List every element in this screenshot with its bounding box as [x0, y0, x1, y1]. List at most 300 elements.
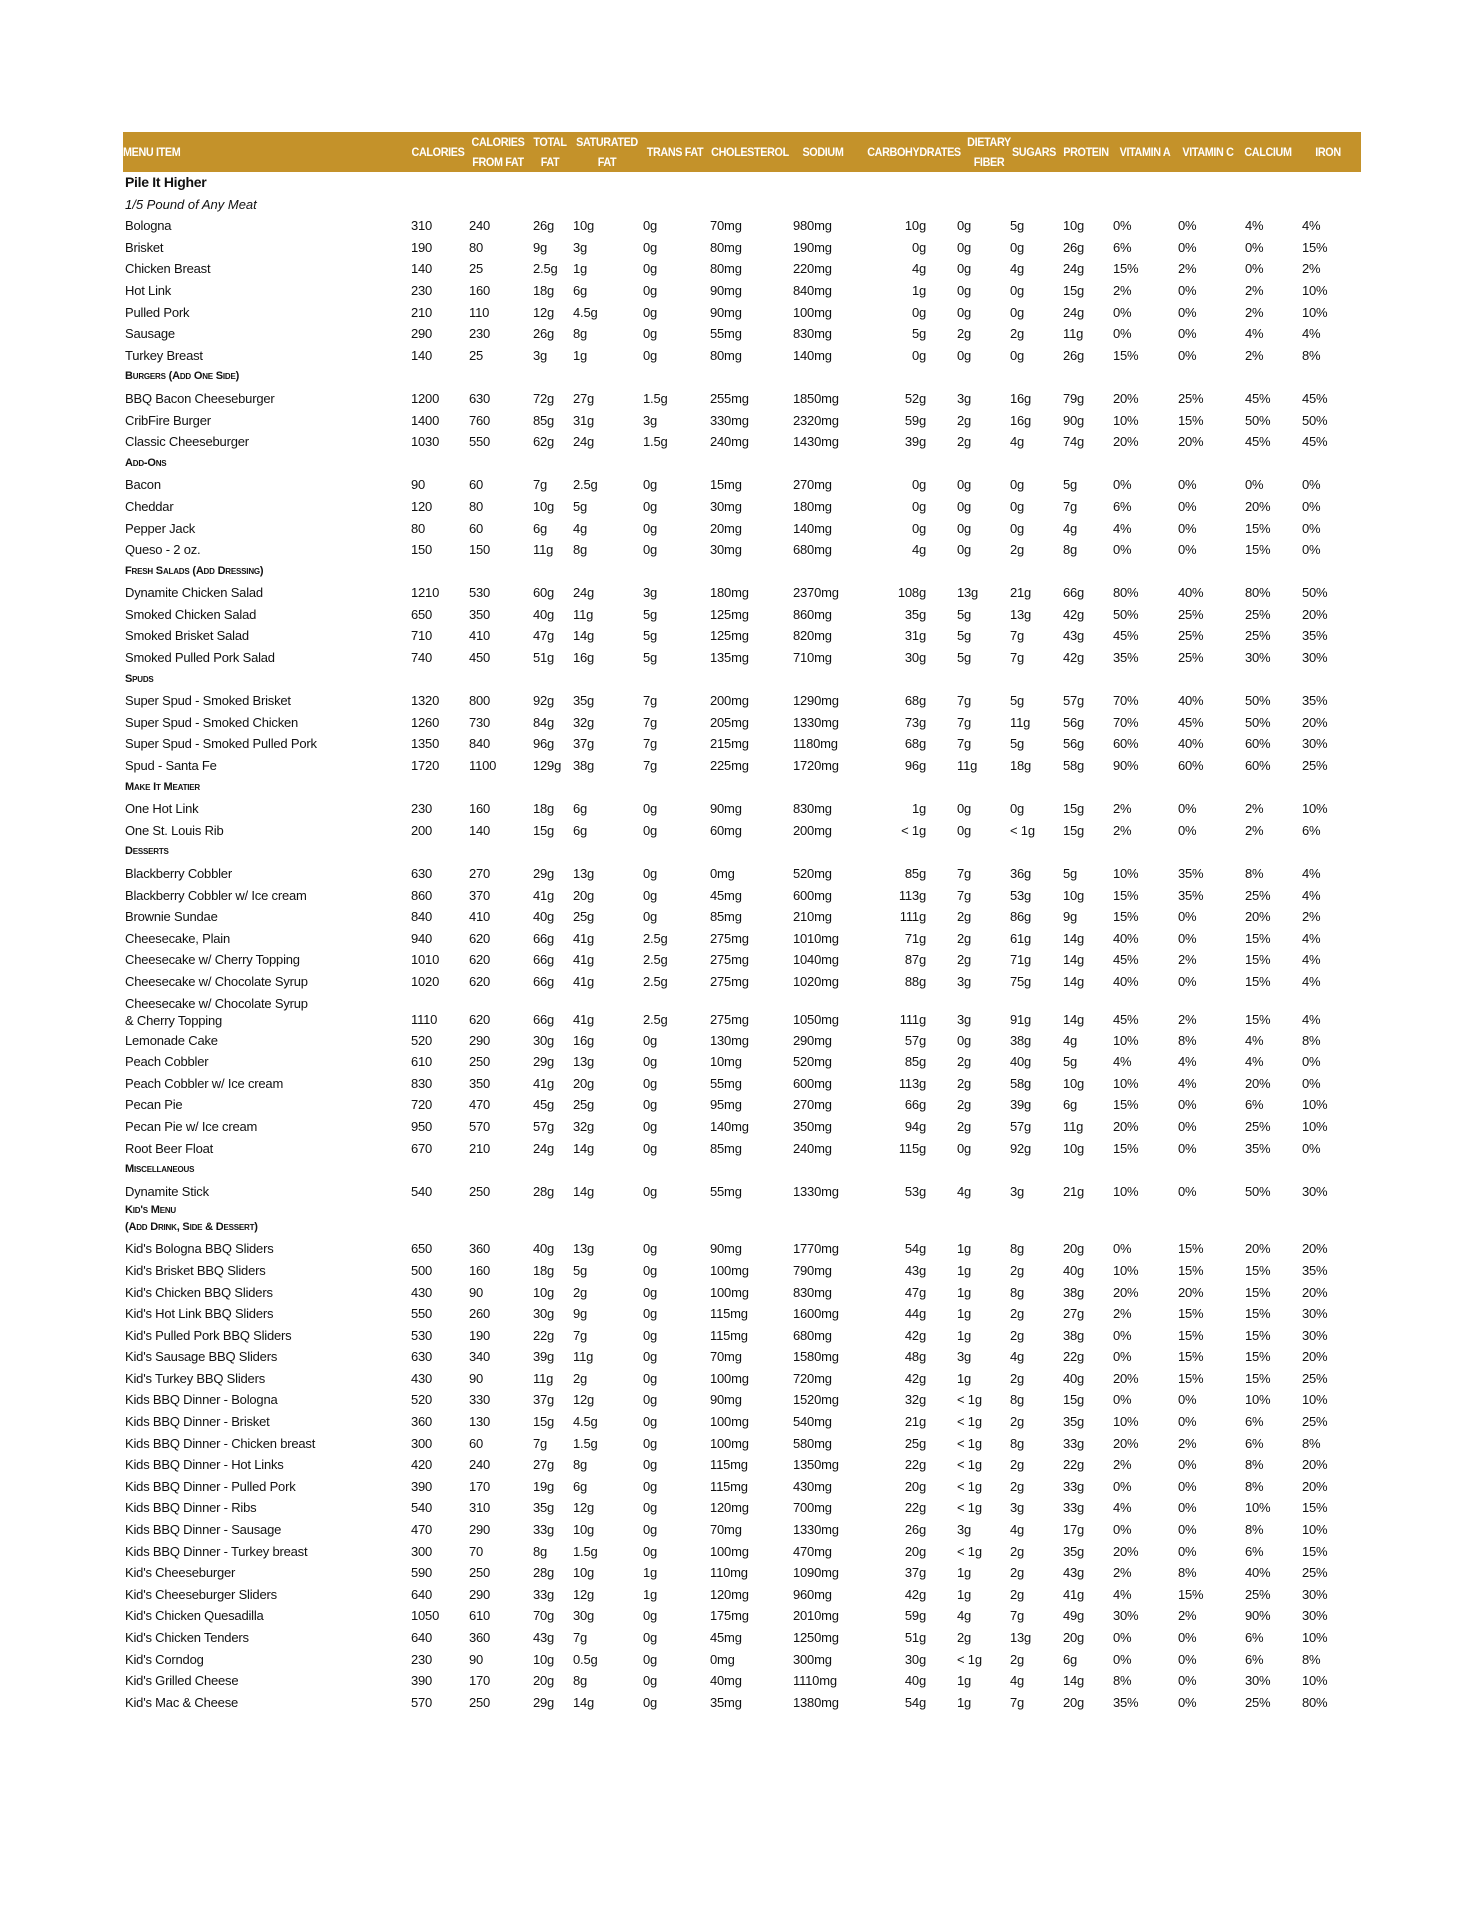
column-header: TOTAL FAT [533, 135, 567, 169]
nutrition-value: 4g [1010, 1349, 1025, 1365]
nutrition-value: 370 [469, 887, 491, 903]
nutrition-value: 7g [573, 1630, 588, 1645]
nutrition-value: 90 [411, 477, 426, 493]
nutrition-value: 260 [469, 1306, 491, 1322]
nutrition-value: 4g [1063, 520, 1078, 536]
nutrition-value: 4% [1113, 520, 1132, 536]
nutrition-value: 15% [1113, 347, 1139, 363]
nutrition-value: 8g [573, 1457, 588, 1473]
nutrition-value: 35mg [710, 1694, 742, 1710]
table-row [123, 258, 1361, 280]
nutrition-value: 29g [533, 866, 555, 881]
nutrition-value: 0g [957, 1140, 972, 1156]
nutrition-value: 1850mg [793, 390, 839, 406]
nutrition-value: 8% [1302, 1032, 1321, 1048]
nutrition-value: 115mg [710, 1478, 748, 1494]
nutrition-value: 25% [1178, 628, 1204, 644]
nutrition-value: 570 [469, 1118, 491, 1134]
nutrition-value: 100mg [710, 1414, 749, 1430]
nutrition-value: 43g [904, 1262, 926, 1278]
nutrition-value: 27g [533, 1457, 555, 1473]
table-row [123, 1649, 1361, 1671]
nutrition-value: 30% [1302, 1586, 1328, 1602]
nutrition-value: 4% [1178, 1075, 1197, 1091]
nutrition-value: 150 [411, 542, 433, 558]
nutrition-value: 1g [957, 1694, 972, 1710]
nutrition-value: 57g [1063, 693, 1085, 709]
nutrition-value: 8g [573, 326, 588, 342]
column-header: CALORIES [411, 145, 465, 159]
nutrition-value: 5g [911, 326, 926, 342]
menu-item-name: Kid's Pulled Pork BBQ Sliders [125, 1327, 292, 1343]
nutrition-value: < 1g [1010, 822, 1035, 838]
nutrition-value: 4g [1010, 1522, 1025, 1538]
nutrition-value: 33g [533, 1522, 555, 1538]
nutrition-value: 1g [573, 347, 588, 363]
nutrition-value: 2g [1010, 1327, 1025, 1343]
nutrition-value: 28g [533, 1183, 555, 1199]
nutrition-value: 6g [1063, 1097, 1078, 1113]
table-row [123, 1433, 1361, 1455]
nutrition-value: 56g [1063, 714, 1085, 730]
table-row [123, 1497, 1361, 1519]
nutrition-value: 17g [1063, 1522, 1085, 1538]
nutrition-value: 2% [1113, 1306, 1132, 1322]
nutrition-value: 470mg [793, 1543, 832, 1559]
menu-item-name: Pecan Pie [125, 1097, 183, 1113]
menu-item-name: Kid's Bologna BBQ Sliders [125, 1241, 274, 1257]
table-row [123, 755, 1361, 777]
nutrition-value: 500 [411, 1262, 433, 1278]
nutrition-value: 50% [1245, 412, 1271, 428]
table-row [123, 215, 1361, 237]
nutrition-value: 45% [1113, 1011, 1139, 1027]
nutrition-value: 620 [469, 1011, 491, 1027]
nutrition-value: 40g [533, 606, 555, 622]
nutrition-value: 0g [957, 801, 972, 817]
nutrition-value: 110 [469, 304, 490, 320]
nutrition-value: 51g [533, 650, 555, 666]
nutrition-value: 4g [1010, 434, 1025, 450]
nutrition-value: 80 [411, 520, 426, 536]
nutrition-value: 70mg [710, 1522, 742, 1538]
nutrition-value: 0g [643, 1392, 658, 1408]
menu-item-name: Super Spud - Smoked Brisket [125, 693, 291, 709]
nutrition-value: < 1g [957, 1392, 982, 1408]
nutrition-value: 40g [533, 909, 555, 925]
nutrition-value: 1180mg [793, 736, 838, 752]
nutrition-value: 8% [1178, 1565, 1197, 1581]
nutrition-value: 550 [469, 434, 491, 450]
nutrition-value: 15% [1245, 973, 1271, 989]
nutrition-value: 0g [643, 239, 658, 255]
nutrition-value: 110mg [710, 1565, 748, 1581]
nutrition-value: 66g [533, 952, 555, 968]
nutrition-value: 0% [1302, 1140, 1321, 1156]
nutrition-value: 15% [1178, 1241, 1204, 1257]
nutrition-value: 0g [1010, 347, 1025, 363]
nutrition-value: 70mg [710, 218, 742, 234]
nutrition-value: 20g [573, 1075, 595, 1091]
nutrition-value: 680mg [793, 542, 832, 558]
nutrition-value: 20% [1113, 1435, 1139, 1451]
nutrition-value: 5g [643, 628, 658, 644]
nutrition-value: 1040mg [793, 952, 839, 968]
nutrition-value: 5g [957, 606, 972, 622]
nutrition-value: 50% [1245, 693, 1271, 709]
nutrition-value: 10% [1302, 1097, 1328, 1113]
nutrition-value: 115mg [710, 1457, 748, 1473]
nutrition-value: 68g [904, 693, 926, 709]
nutrition-value: 7g [1010, 650, 1025, 666]
nutrition-value: 20% [1113, 390, 1139, 406]
nutrition-value: 2% [1113, 801, 1132, 817]
nutrition-value: 12g [573, 1586, 595, 1602]
nutrition-value: 0g [1010, 304, 1025, 320]
nutrition-value: 0g [643, 1543, 658, 1559]
nutrition-value: 30% [1302, 1183, 1328, 1199]
menu-item-name: Cheesecake w/ Chocolate Syrup [125, 973, 308, 989]
nutrition-value: 1580mg [793, 1349, 839, 1365]
nutrition-value: 0g [643, 1349, 658, 1365]
menu-item-name: Classic Cheeseburger [125, 434, 249, 450]
nutrition-value: 25 [469, 261, 484, 277]
section-subtitle [123, 194, 1361, 216]
nutrition-value: 11g [1063, 326, 1084, 342]
heading-text: Make It Meatier [125, 780, 201, 793]
nutrition-value: 4% [1302, 866, 1321, 881]
nutrition-value: < 1g [901, 822, 926, 838]
column-header: SODIUM [802, 145, 844, 159]
nutrition-value: 2.5g [573, 477, 598, 493]
nutrition-value: 20% [1113, 434, 1139, 450]
nutrition-value: 90mg [710, 282, 742, 298]
nutrition-value: 0g [643, 1183, 658, 1199]
nutrition-value: 610 [469, 1608, 491, 1624]
nutrition-value: 14g [573, 628, 595, 644]
nutrition-value: 2g [1010, 542, 1025, 558]
nutrition-value: 2g [957, 930, 972, 946]
nutrition-value: 88g [904, 973, 926, 989]
menu-item-name: Smoked Chicken Salad [125, 606, 257, 622]
table-row [123, 820, 1361, 842]
nutrition-value: 1380mg [793, 1694, 839, 1710]
nutrition-value: 570 [411, 1694, 433, 1710]
nutrition-value: 15% [1245, 1349, 1271, 1365]
menu-item-name: Smoked Brisket Salad [125, 628, 249, 644]
nutrition-value: 630 [411, 1349, 433, 1365]
nutrition-value: 1010 [411, 952, 440, 968]
nutrition-value: 11g [573, 1349, 594, 1365]
nutrition-value: 10% [1113, 1075, 1139, 1091]
nutrition-value: 0% [1178, 1457, 1197, 1473]
nutrition-value: 1g [957, 1241, 972, 1257]
nutrition-value: 1g [957, 1327, 972, 1343]
nutrition-value: 0% [1113, 326, 1132, 342]
nutrition-value: 140 [411, 347, 433, 363]
menu-item-name: Smoked Pulled Pork Salad [125, 650, 275, 666]
nutrition-value: 25% [1302, 1565, 1328, 1581]
nutrition-value: 5g [957, 650, 972, 666]
nutrition-value: 0g [643, 1118, 658, 1134]
nutrition-value: 22g [1063, 1349, 1085, 1365]
nutrition-value: 7g [643, 736, 658, 752]
nutrition-value: 0g [957, 498, 972, 514]
nutrition-value: 11g [573, 606, 594, 622]
nutrition-value: 8g [533, 1543, 548, 1559]
nutrition-value: 290 [469, 1522, 491, 1538]
nutrition-value: 11g [533, 542, 554, 558]
nutrition-value: 13g [573, 1241, 595, 1257]
nutrition-value: 100mg [710, 1370, 749, 1386]
nutrition-value: 740 [411, 650, 433, 666]
nutrition-value: 29g [533, 1054, 555, 1070]
nutrition-value: 90mg [710, 1241, 742, 1257]
nutrition-value: 57g [904, 1032, 926, 1048]
table-row [123, 949, 1361, 971]
nutrition-value: 20% [1302, 1349, 1328, 1365]
nutrition-value: 170 [469, 1478, 491, 1494]
nutrition-value: 1320 [411, 693, 440, 709]
nutrition-value: 520mg [793, 866, 832, 881]
nutrition-value: 32g [904, 1392, 926, 1408]
nutrition-value: 60% [1245, 758, 1271, 774]
nutrition-value: 140 [411, 261, 433, 277]
nutrition-value: 45% [1113, 628, 1139, 644]
nutrition-value: 40% [1178, 693, 1204, 709]
nutrition-value: 0g [643, 261, 658, 277]
nutrition-value: 1050mg [793, 1011, 839, 1027]
nutrition-value: 8g [1063, 542, 1078, 558]
nutrition-value: 360 [469, 1241, 491, 1257]
nutrition-value: 6% [1113, 498, 1132, 514]
nutrition-value: 35g [904, 606, 926, 622]
nutrition-value: 48g [904, 1349, 926, 1365]
nutrition-value: 10% [1113, 1414, 1139, 1430]
nutrition-value: 0% [1113, 1349, 1132, 1365]
nutrition-value: 53g [904, 1183, 926, 1199]
nutrition-value: 0.5g [573, 1651, 598, 1667]
nutrition-value: 39g [1010, 1097, 1032, 1113]
nutrition-value: 25% [1302, 1414, 1328, 1430]
nutrition-value: 250 [469, 1565, 491, 1581]
nutrition-value: 650 [411, 1241, 433, 1257]
nutrition-value: 45mg [710, 887, 742, 903]
nutrition-value: 62g [533, 434, 555, 450]
nutrition-value: 0g [643, 542, 658, 558]
nutrition-value: 0g [643, 1075, 658, 1091]
nutrition-value: 20% [1302, 1284, 1328, 1300]
nutrition-value: 0g [643, 822, 658, 838]
nutrition-value: 0% [1178, 542, 1197, 558]
nutrition-value: 670 [411, 1140, 433, 1156]
nutrition-value: 80% [1113, 585, 1139, 601]
nutrition-value: 51g [904, 1630, 926, 1645]
nutrition-value: 7g [643, 758, 658, 774]
nutrition-value: 10% [1245, 1392, 1271, 1408]
nutrition-value: 0% [1113, 477, 1132, 493]
nutrition-value: 580mg [793, 1435, 832, 1451]
nutrition-value: 2370mg [793, 585, 839, 601]
nutrition-value: 2.5g [643, 930, 668, 946]
nutrition-value: 0% [1245, 261, 1264, 277]
nutrition-value: 22g [533, 1327, 555, 1343]
column-header: CHOLESTEROL [711, 145, 789, 159]
nutrition-value: 70% [1113, 693, 1139, 709]
nutrition-value: 15% [1245, 542, 1271, 558]
nutrition-value: 4g [573, 520, 588, 536]
table-row [123, 1562, 1361, 1584]
nutrition-value: 26g [533, 218, 555, 234]
nutrition-value: 7g [1063, 498, 1078, 514]
nutrition-value: 2% [1245, 304, 1264, 320]
nutrition-value: 10% [1302, 1630, 1328, 1645]
nutrition-value: 0% [1178, 282, 1197, 298]
nutrition-value: 13g [1010, 606, 1032, 622]
nutrition-value: 0g [957, 347, 972, 363]
nutrition-value: 5g [643, 650, 658, 666]
nutrition-value: 53g [1010, 887, 1032, 903]
nutrition-value: 0g [643, 1054, 658, 1070]
nutrition-value: 150 [469, 542, 491, 558]
nutrition-value: 92g [1010, 1140, 1032, 1156]
heading-text: Spuds [125, 672, 154, 685]
nutrition-value: 2.5g [533, 261, 558, 277]
nutrition-value: 35% [1302, 693, 1328, 709]
nutrition-value: 0% [1113, 218, 1132, 234]
nutrition-value: 210 [469, 1140, 491, 1156]
nutrition-value: 16g [573, 1032, 595, 1048]
nutrition-value: 100mg [710, 1284, 749, 1300]
nutrition-value: 20g [904, 1478, 926, 1494]
nutrition-value: 40% [1178, 585, 1204, 601]
nutrition-value: 20% [1302, 1457, 1328, 1473]
nutrition-value: 25% [1245, 1694, 1271, 1710]
nutrition-value: 15% [1113, 261, 1139, 277]
nutrition-value: 5g [1010, 218, 1025, 234]
nutrition-value: 0% [1178, 520, 1197, 536]
nutrition-value: < 1g [957, 1651, 982, 1667]
table-header [123, 132, 1361, 172]
nutrition-value: 20% [1245, 909, 1271, 925]
nutrition-value: 100mg [793, 304, 832, 320]
nutrition-value: 66g [533, 930, 555, 946]
nutrition-value: 0% [1178, 801, 1197, 817]
nutrition-value: 50% [1113, 606, 1139, 622]
nutrition-value: 33g [1063, 1435, 1085, 1451]
nutrition-value: 90mg [710, 801, 742, 817]
nutrition-value: 430 [411, 1284, 433, 1300]
nutrition-value: 2% [1178, 952, 1197, 968]
nutrition-value: 0g [643, 1032, 658, 1048]
nutrition-value: 1010mg [793, 930, 839, 946]
nutrition-value: 10g [1063, 1140, 1085, 1156]
nutrition-value: 225mg [710, 758, 749, 774]
nutrition-value: 275mg [710, 952, 749, 968]
table-row [123, 474, 1361, 496]
table-row [123, 1627, 1361, 1649]
nutrition-value: 270mg [793, 1097, 832, 1113]
nutrition-value: 45g [533, 1097, 555, 1113]
nutrition-value: 10g [573, 1522, 595, 1538]
nutrition-value: 2g [957, 412, 972, 428]
menu-item-name: Bologna [125, 218, 172, 234]
table-row [123, 885, 1361, 907]
nutrition-value: 1330mg [793, 1522, 839, 1538]
nutrition-value: 22g [904, 1500, 926, 1516]
nutrition-value: 11g [533, 1370, 554, 1386]
table-row [123, 928, 1361, 950]
nutrition-value: < 1g [957, 1500, 982, 1516]
nutrition-value: 42g [904, 1327, 926, 1343]
nutrition-value: 79g [1063, 390, 1085, 406]
nutrition-value: 160 [469, 801, 491, 817]
nutrition-value: 0g [957, 261, 972, 277]
nutrition-table [123, 132, 1361, 1713]
category-heading [123, 777, 1361, 799]
nutrition-value: 2.5g [643, 952, 668, 968]
nutrition-value: 29g [533, 1694, 555, 1710]
nutrition-value: 5g [1010, 736, 1025, 752]
nutrition-value: 1030 [411, 434, 440, 450]
nutrition-value: 20g [533, 1673, 555, 1689]
nutrition-value: 4% [1245, 1054, 1264, 1070]
nutrition-value: 0g [643, 218, 658, 234]
nutrition-value: 18g [533, 801, 555, 817]
category-heading [123, 1159, 1361, 1181]
nutrition-value: 550 [411, 1306, 433, 1322]
nutrition-value: < 1g [957, 1457, 982, 1473]
menu-item-name: Kid's Cheeseburger [125, 1565, 236, 1581]
nutrition-value: 1.5g [643, 390, 668, 406]
nutrition-value: 20% [1245, 498, 1271, 514]
nutrition-value: 840 [411, 909, 433, 925]
table-row [123, 906, 1361, 928]
nutrition-value: 0g [957, 477, 972, 493]
nutrition-value: 10% [1113, 1262, 1139, 1278]
nutrition-value: 4% [1302, 326, 1321, 342]
nutrition-value: 0g [643, 1457, 658, 1473]
nutrition-value: 0% [1178, 1414, 1197, 1430]
nutrition-value: 0% [1302, 520, 1321, 536]
nutrition-value: 270mg [793, 477, 832, 493]
nutrition-value: 1520mg [793, 1392, 839, 1408]
nutrition-value: 0g [643, 326, 658, 342]
nutrition-value: 2% [1178, 1608, 1197, 1624]
nutrition-value: 0% [1113, 1478, 1132, 1494]
nutrition-value: 680mg [793, 1327, 832, 1343]
nutrition-value: 390 [411, 1673, 433, 1689]
nutrition-value: 13g [573, 1054, 595, 1070]
nutrition-value: 0g [957, 218, 972, 234]
nutrition-value: 2g [1010, 1565, 1025, 1581]
nutrition-value: 85mg [710, 909, 742, 925]
nutrition-value: 33g [1063, 1478, 1085, 1494]
nutrition-value: 190mg [793, 239, 832, 255]
table-row [123, 712, 1361, 734]
nutrition-value: 20% [1245, 1075, 1271, 1091]
menu-item-name: Kid's Cheeseburger Sliders [125, 1586, 277, 1602]
menu-item-name: Cheddar [125, 498, 174, 514]
nutrition-value: 4g [911, 542, 926, 558]
nutrition-value: 21g [1063, 1183, 1085, 1199]
nutrition-value: 27g [1063, 1306, 1085, 1322]
nutrition-value: 96g [533, 736, 555, 752]
nutrition-value: 8g [573, 542, 588, 558]
nutrition-value: 0% [1178, 1140, 1197, 1156]
nutrition-value: 720mg [793, 1370, 832, 1386]
nutrition-value: 0g [643, 1608, 658, 1624]
